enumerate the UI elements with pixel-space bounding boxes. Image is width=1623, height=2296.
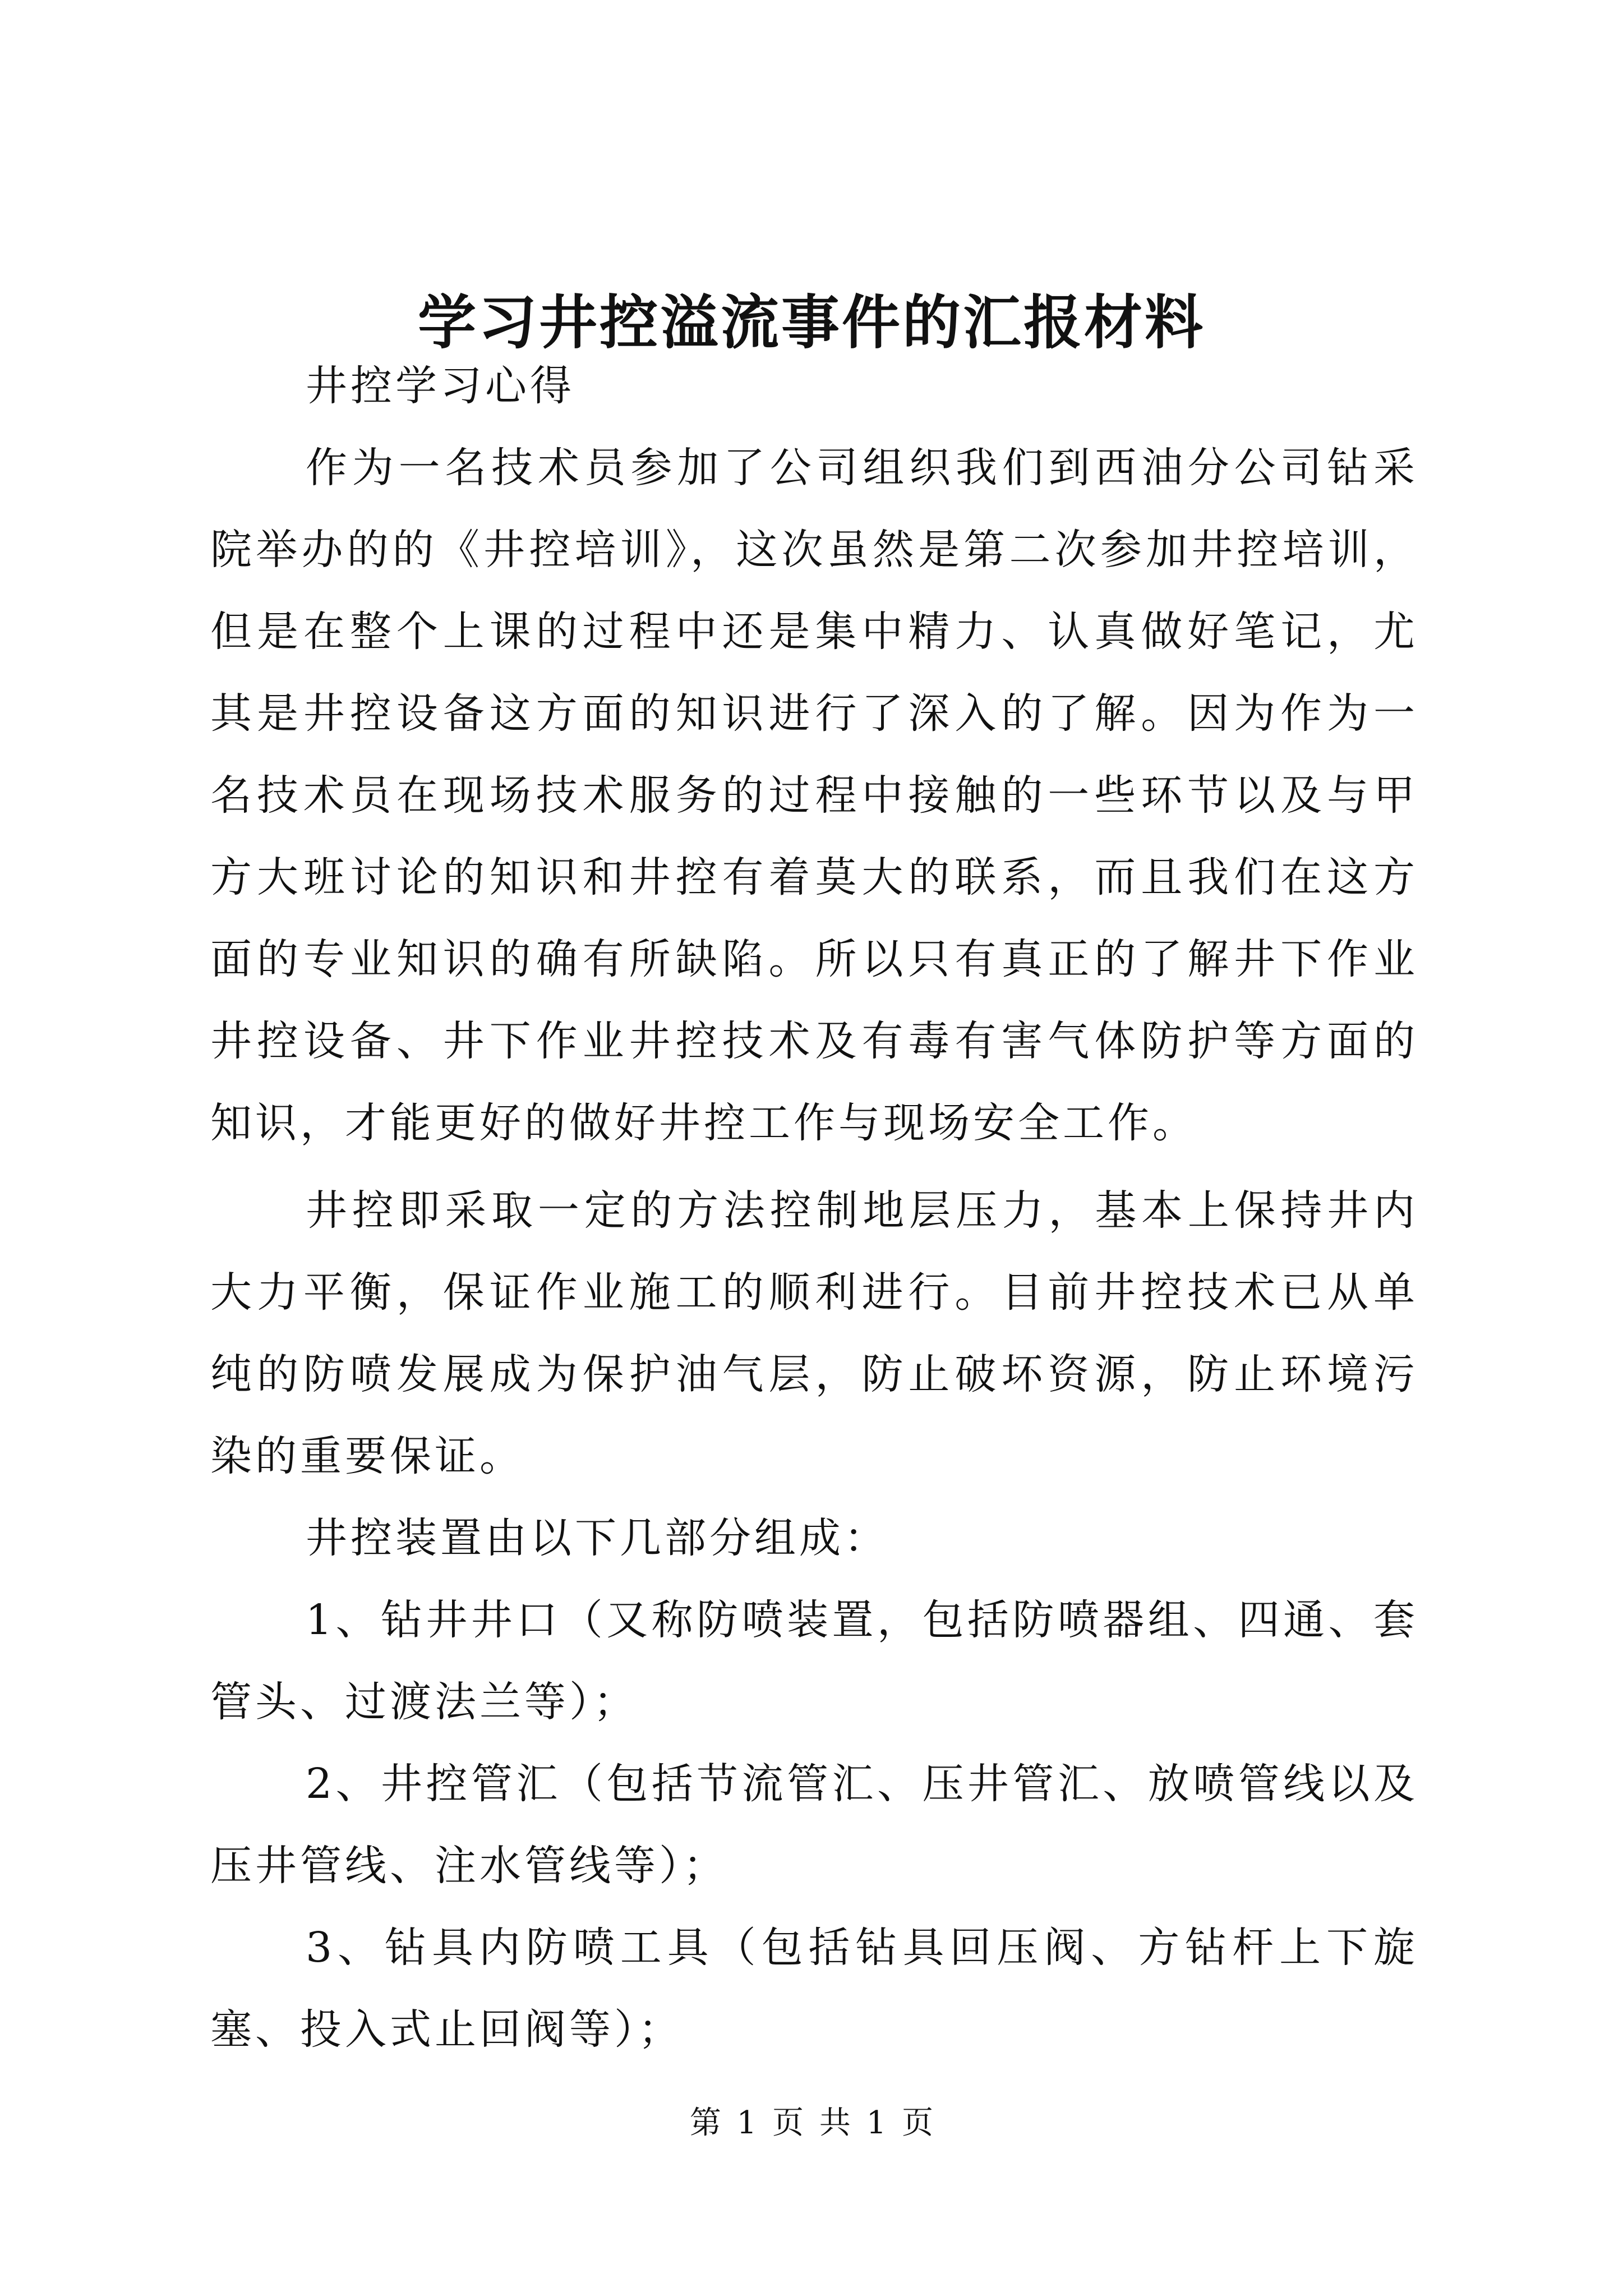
list-item-1: 1、钻井井口（又称防喷装置，包括防喷器组、四通、套管头、过渡法兰等）；: [210, 1596, 1418, 1726]
document-body: [210, 345, 1418, 2070]
list-item-2: 2、井控管汇（包括节流管汇、压井管汇、放喷管线以及压井管线、注水管线等）；: [210, 1760, 1418, 1890]
document-title: 学习井控溢流事件的汇报材料: [417, 288, 1205, 357]
page-footer: 第 1 页 共 1 页: [689, 2105, 934, 2141]
paragraph-components-heading: 井控装置由以下几部分组成：: [306, 1514, 889, 1562]
paragraph-definition: 井控即采取一定的方法控制地层压力，基本上保持井内大力平衡，保证作业施工的顺利进行。目前井控技术已从单纯的防喷发展成为保护油气层，防止破坏资源，防止环境污染的重要保证。: [210, 1186, 1418, 1480]
list-item-3: 3、钻具内防喷工具（包括钻具回压阀、方钻杆上下旋塞、投入式止回阀等）；: [210, 1924, 1418, 2054]
paragraph-subtitle: 井控学习心得: [306, 362, 575, 410]
paragraph-intro: 作为一名技术员参加了公司组织我们到西油分公司钻采院举办的的《井控培训》，这次虽然是第二次参加井控培训，但是在整个上课的过程中还是集中精力、认真做好笔记，尤其是井控设备这方面的知识进行了深入的了解。因为作为一名技术员在现场技术服务的过程中接触的一些环节以及与甲方大班讨论的知识和井控有着莫大的联系，而且我们在这方面的专业知识的确有所缺陷。所以只有真正的了解井下作业井控设备、井下作业井控技术及有毒有害气体防护等方面的知识，才能更好的做好井控工作与现场安全工作。: [210, 444, 1418, 1147]
